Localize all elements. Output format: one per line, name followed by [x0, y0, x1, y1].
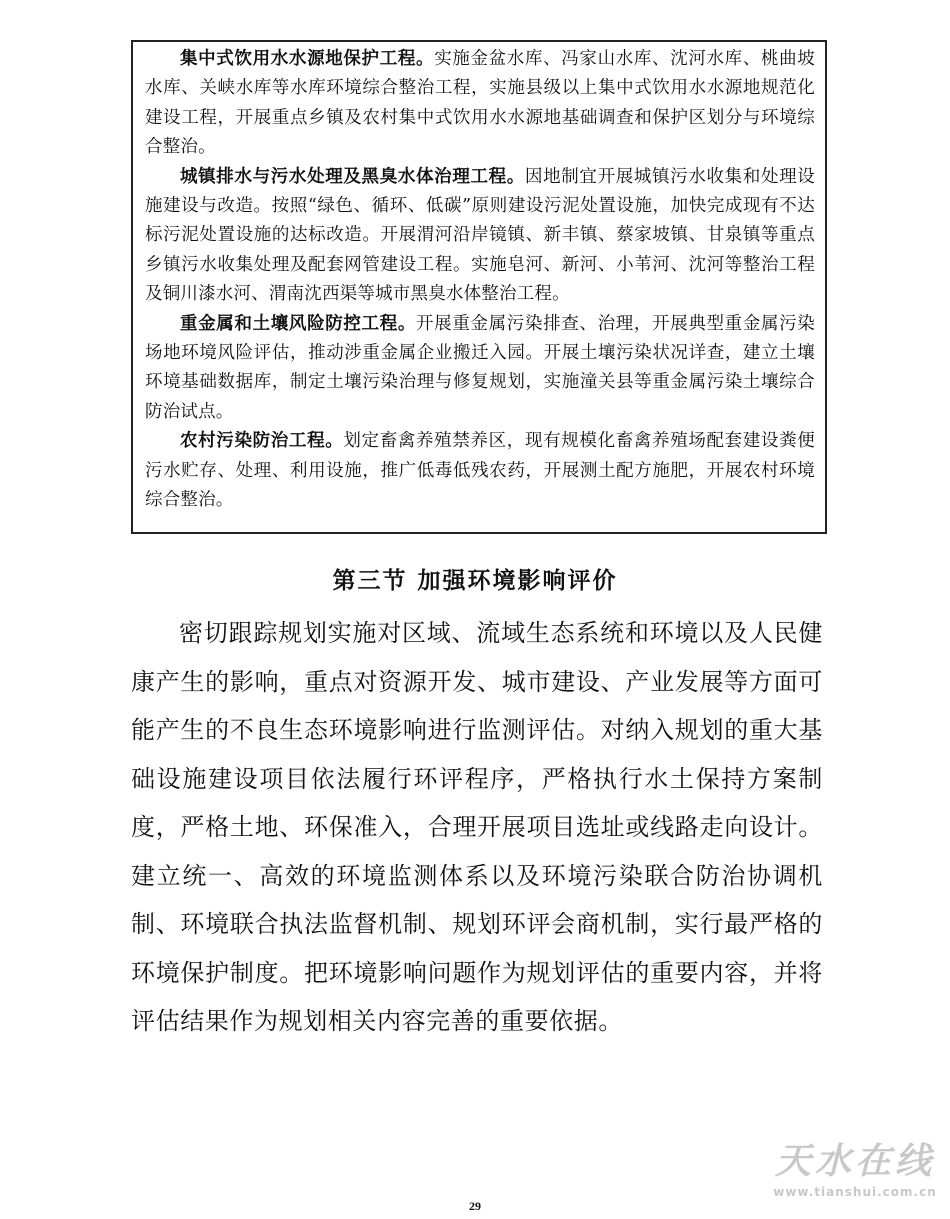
box-paragraph-heavy-metal: [145, 310, 815, 428]
box-text: 开展重金属污染排查、治理，开展典型重金属污染场地环境风险评估，推动涉重金属企业搬迁入园。开展土壤污染状况详查，建立土壤环境基础数据库，制定土壤污染治理与修复规划，实施潼关县等重金属污染土壤综合防治试点。: [145, 313, 815, 422]
watermark-url: www.tianshui.com.cn: [773, 1185, 937, 1199]
watermark-logo: [765, 1140, 945, 1208]
box-text: 实施金盆水库、冯家山水库、沈河水库、桃曲坡水库、关峡水库等水库环境综合整治工程，实施县级以上集中式饮用水水源地规范化建设工程，开展重点乡镇及农村集中式饮用水水源地基础调查和保护区划分与环境综合整治。: [145, 49, 815, 158]
page-number: 29: [469, 1199, 481, 1213]
project-box: [131, 40, 827, 534]
box-text: 因地制宜开展城镇污水收集和处理设施建设与改造。按照“绿色、循环、低碳”原则建设污泥处置设施，加快完成现有不达标污泥处置设施的达标改造。开展渭河沿岸镜镇、新丰镇、蔡家坡镇、甘泉镇等重点乡镇污水收集处理及配套网管建设工程。实施皂河、新河、小苇河、沈河等整治工程及铜川漆水河、渭南沈西渠等城市黑臭水体整治工程。: [145, 166, 815, 305]
section-body: 密切跟踪规划实施对区域、流域生态系统和环境以及人民健康产生的影响，重点对资源开发、城市建设、产业发展等方面可能产生的不良生态环境影响进行监测评估。对纳入规划的重大基础设施建设项目依法履行环评程序，严格执行水土保持方案制度，严格土地、环保准入，合理开展项目选址或线路走向设计。建立统一、高效的环境监测体系以及环境污染联合防治协调机制、环境联合执法监督机制、规划环评会商机制，实行最严格的环境保护制度。把环境影响问题作为规划评估的重要内容，并将评估结果作为规划相关内容完善的重要依据。: [131, 619, 823, 1035]
box-heading: 集中式饮用水水源地保护工程。: [180, 49, 435, 69]
box-paragraph-water-source: [145, 45, 815, 163]
box-heading: 农村污染防治工程。: [180, 431, 344, 452]
section-title: 第三节 加强环境影响评价: [332, 568, 618, 594]
box-text: 划定畜禽养殖禁养区，现有规模化畜禽养殖场配套建设粪便污水贮存、处理、利用设施，推广低毒低残农药，开展测土配方施肥，开展农村环境综合整治。: [145, 431, 815, 511]
box-paragraph-rural: [145, 427, 815, 515]
watermark-logo-text: 天水在线: [774, 1141, 935, 1182]
box-paragraph-drainage: [145, 163, 815, 310]
box-heading: 城镇排水与污水处理及黑臭水体治理工程。: [180, 166, 525, 187]
box-heading: 重金属和土壤风险防控工程。: [180, 313, 417, 334]
